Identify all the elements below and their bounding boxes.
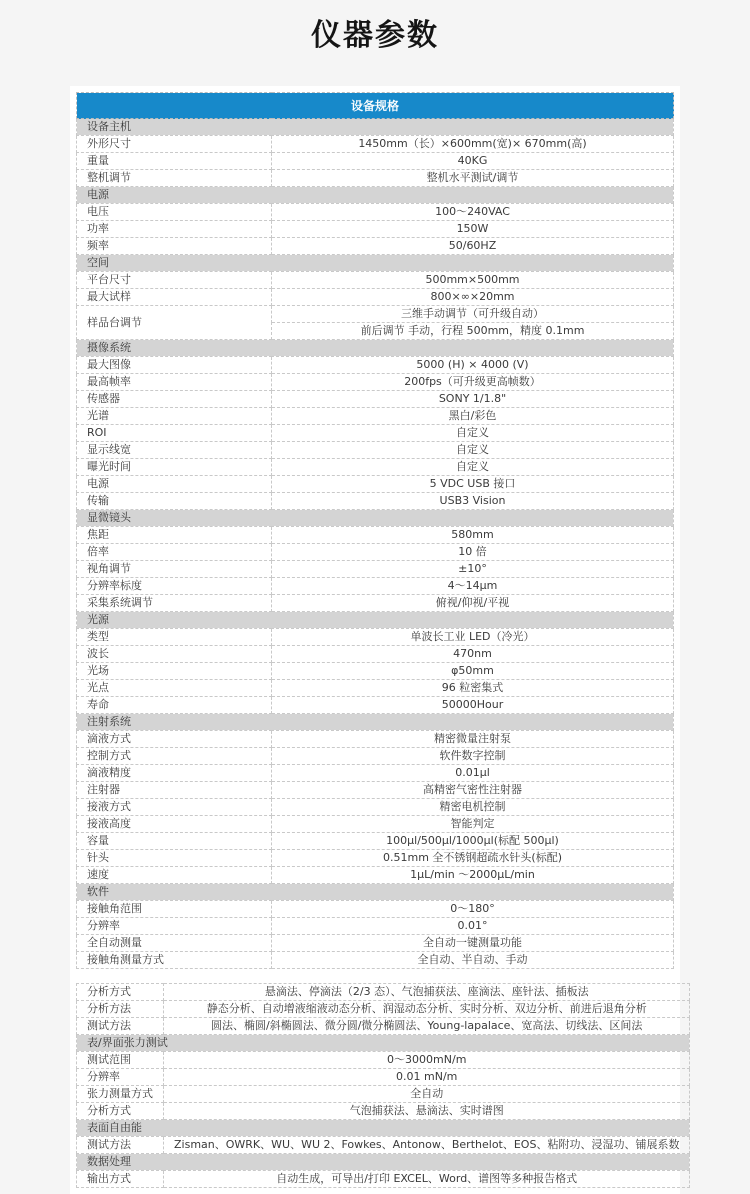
spec-row [77,170,674,187]
spec-row [77,952,674,969]
spec-value: 全自动一键测量功能 [272,935,674,952]
spec-row [77,799,674,816]
spec-row [77,527,674,544]
section-row [77,612,674,629]
spec-row [77,646,674,663]
spec-row [77,1001,690,1018]
spec-value: Zisman、OWRK、WU、WU 2、Fowkes、Antonow、Berthelot、EOS、粘附功、浸湿功、铺展系数 [164,1137,690,1154]
spec-value: 500mm×500mm [272,272,674,289]
spec-value: 自定义 [272,442,674,459]
spec-label: 波长 [77,646,272,663]
spec-label: 传感器 [77,391,272,408]
section-row [77,1035,690,1052]
spec-row [77,391,674,408]
spec-value: 200fps（可升级更高帧数） [272,374,674,391]
section-row [77,714,674,731]
spec-value: ±10° [272,561,674,578]
spec-label: 分辨率 [77,918,272,935]
table-header-row [77,93,674,119]
spec-label: 电压 [77,204,272,221]
spec-value: 0.01° [272,918,674,935]
section-label: 电源 [77,187,674,204]
spec-row [77,374,674,391]
section-label: 光源 [77,612,674,629]
spec-value: 黑白/彩色 [272,408,674,425]
spec-value: 1μL/min ～2000μL/min [272,867,674,884]
section-label: 注射系统 [77,714,674,731]
spec-table-main [76,92,674,969]
spec-row [77,833,674,850]
spec-row [77,221,674,238]
spec-label: 速度 [77,867,272,884]
spec-label: 功率 [77,221,272,238]
spec-row [77,1018,690,1035]
spec-card [70,86,680,1194]
spec-row [77,901,674,918]
spec-row [77,629,674,646]
spec-label: 滴液精度 [77,765,272,782]
spec-label: 测试范围 [77,1052,164,1069]
spec-label: 最高帧率 [77,374,272,391]
section-label: 表面自由能 [77,1120,690,1137]
spec-label: 接液高度 [77,816,272,833]
spec-row [77,136,674,153]
spec-row [77,1137,690,1154]
spec-value: 精密微量注射泵 [272,731,674,748]
spec-label: 类型 [77,629,272,646]
spec-value: 100～240VAC [272,204,674,221]
spec-row [77,459,674,476]
spec-value: USB3 Vision [272,493,674,510]
spec-value: 100μl/500μl/1000μl(标配 500μl) [272,833,674,850]
spec-label: 分析方式 [77,984,164,1001]
spec-row [77,595,674,612]
spec-value: 0～180° [272,901,674,918]
spec-row [77,238,674,255]
spec-row [77,289,674,306]
section-row [77,510,674,527]
spec-value: 智能判定 [272,816,674,833]
spec-value: 0～3000mN/m [164,1052,690,1069]
spec-value: 软件数字控制 [272,748,674,765]
spec-label: 视角调节 [77,561,272,578]
spec-value: 10 倍 [272,544,674,561]
table-header-title: 设备规格 [77,93,674,119]
spec-row [77,1103,690,1120]
spec-label: 测试方法 [77,1018,164,1035]
spec-value: 800×∞×20mm [272,289,674,306]
spec-value: 前后调节 手动，行程 500mm，精度 0.1mm [272,323,674,340]
spec-label: 采集系统调节 [77,595,272,612]
spec-label: 分辨率 [77,1069,164,1086]
spec-label: 张力测量方式 [77,1086,164,1103]
spec-row [77,153,674,170]
spec-label: 分析方式 [77,1103,164,1120]
spec-value: 0.01μl [272,765,674,782]
spec-row [77,204,674,221]
section-row [77,255,674,272]
spec-row [77,1069,690,1086]
spec-row [77,1086,690,1103]
spec-label: 最大图像 [77,357,272,374]
section-label: 摄像系统 [77,340,674,357]
spec-value: 50000Hour [272,697,674,714]
section-label: 空间 [77,255,674,272]
spec-row [77,867,674,884]
spec-row [77,748,674,765]
spec-row [77,578,674,595]
spec-value: 气泡捕获法、悬滴法、实时谱图 [164,1103,690,1120]
spec-label: 控制方式 [77,748,272,765]
spec-value: 俯视/仰视/平视 [272,595,674,612]
spec-value: 高精密气密性注射器 [272,782,674,799]
spec-value: 0.01 mN/m [164,1069,690,1086]
spec-label: 整机调节 [77,170,272,187]
spec-label: 寿命 [77,697,272,714]
spec-label: 接液方式 [77,799,272,816]
spec-value: 全自动、半自动、手动 [272,952,674,969]
spec-row [77,561,674,578]
spec-label: 针头 [77,850,272,867]
spec-value: 96 粒密集式 [272,680,674,697]
spec-value: 悬滴法、停滴法（2/3 态）、气泡捕获法、座滴法、座针法、插板法 [164,984,690,1001]
spec-row [77,731,674,748]
spec-label: 最大试样 [77,289,272,306]
section-row [77,1154,690,1171]
spec-value: 580mm [272,527,674,544]
spec-value: 单波长工业 LED（冷光） [272,629,674,646]
spec-row [77,1171,690,1188]
section-row [77,340,674,357]
section-row [77,884,674,901]
spec-label: 容量 [77,833,272,850]
spec-label: ROI [77,425,272,442]
spec-label: 注射器 [77,782,272,799]
spec-value: 圆法、椭圆/斜椭圆法、微分圆/微分椭圆法、Young-lapalace、宽高法、切线法、区间法 [164,1018,690,1035]
spec-value: 静态分析、自动增液缩液动态分析、润湿动态分析、实时分析、双边分析、前进后退角分析 [164,1001,690,1018]
spec-value: 4～14μm [272,578,674,595]
spec-value: 50/60HZ [272,238,674,255]
spec-row [77,544,674,561]
spec-row [77,408,674,425]
spec-label: 滴液方式 [77,731,272,748]
spec-table-analysis [76,983,690,1188]
spec-row [77,782,674,799]
spec-label: 曝光时间 [77,459,272,476]
spec-label: 光谱 [77,408,272,425]
spec-row [77,442,674,459]
spec-value: 5000 (H) × 4000 (V) [272,357,674,374]
spec-value: 自定义 [272,425,674,442]
spec-label: 测试方法 [77,1137,164,1154]
spec-row [77,697,674,714]
spec-row [77,816,674,833]
spec-row [77,663,674,680]
spec-row [77,272,674,289]
spec-row [77,850,674,867]
spec-value: 5 VDC USB 接口 [272,476,674,493]
spec-label: 焦距 [77,527,272,544]
spec-row [77,306,674,323]
spec-label: 频率 [77,238,272,255]
spec-row [77,918,674,935]
spec-value: 三维手动调节（可升级自动） [272,306,674,323]
spec-label: 分析方法 [77,1001,164,1018]
spec-label: 光点 [77,680,272,697]
spec-row [77,476,674,493]
section-label: 数据处理 [77,1154,690,1171]
spec-row [77,984,690,1001]
spec-value: 自动生成，可导出/打印 EXCEL、Word、谱图等多种报告格式 [164,1171,690,1188]
spec-value: 0.51mm 全不锈钢超疏水针头(标配) [272,850,674,867]
spec-row [77,935,674,952]
spec-label: 倍率 [77,544,272,561]
spec-row [77,425,674,442]
spec-value: 150W [272,221,674,238]
spec-label: 分辨率标度 [77,578,272,595]
spec-label: 输出方式 [77,1171,164,1188]
section-row [77,119,674,136]
spec-label: 样品台调节 [77,306,272,340]
spec-row [77,493,674,510]
spec-value: 470nm [272,646,674,663]
spec-label: 接触角范围 [77,901,272,918]
page-title: 仪器参数 [311,18,439,53]
spec-row [77,1052,690,1069]
section-label: 软件 [77,884,674,901]
spec-label: 接触角测量方式 [77,952,272,969]
spec-label: 光场 [77,663,272,680]
spec-label: 重量 [77,153,272,170]
spec-label: 电源 [77,476,272,493]
spec-value: 精密电机控制 [272,799,674,816]
spec-row [77,765,674,782]
spec-value: 自定义 [272,459,674,476]
spec-value: 1450mm（长）×600mm(宽)× 670mm(高) [272,136,674,153]
spec-label: 全自动测量 [77,935,272,952]
section-row [77,1120,690,1137]
section-label: 显微镜头 [77,510,674,527]
spec-label: 外形尺寸 [77,136,272,153]
section-label: 表/界面张力测试 [77,1035,690,1052]
spec-value: SONY 1/1.8" [272,391,674,408]
section-label: 设备主机 [77,119,674,136]
spec-label: 平台尺寸 [77,272,272,289]
spec-row [77,680,674,697]
spec-value: φ50mm [272,663,674,680]
spec-value: 全自动 [164,1086,690,1103]
section-row [77,187,674,204]
spec-label: 显示线宽 [77,442,272,459]
spec-value: 整机水平测试/调节 [272,170,674,187]
spec-label: 传输 [77,493,272,510]
spec-value: 40KG [272,153,674,170]
spec-row [77,357,674,374]
